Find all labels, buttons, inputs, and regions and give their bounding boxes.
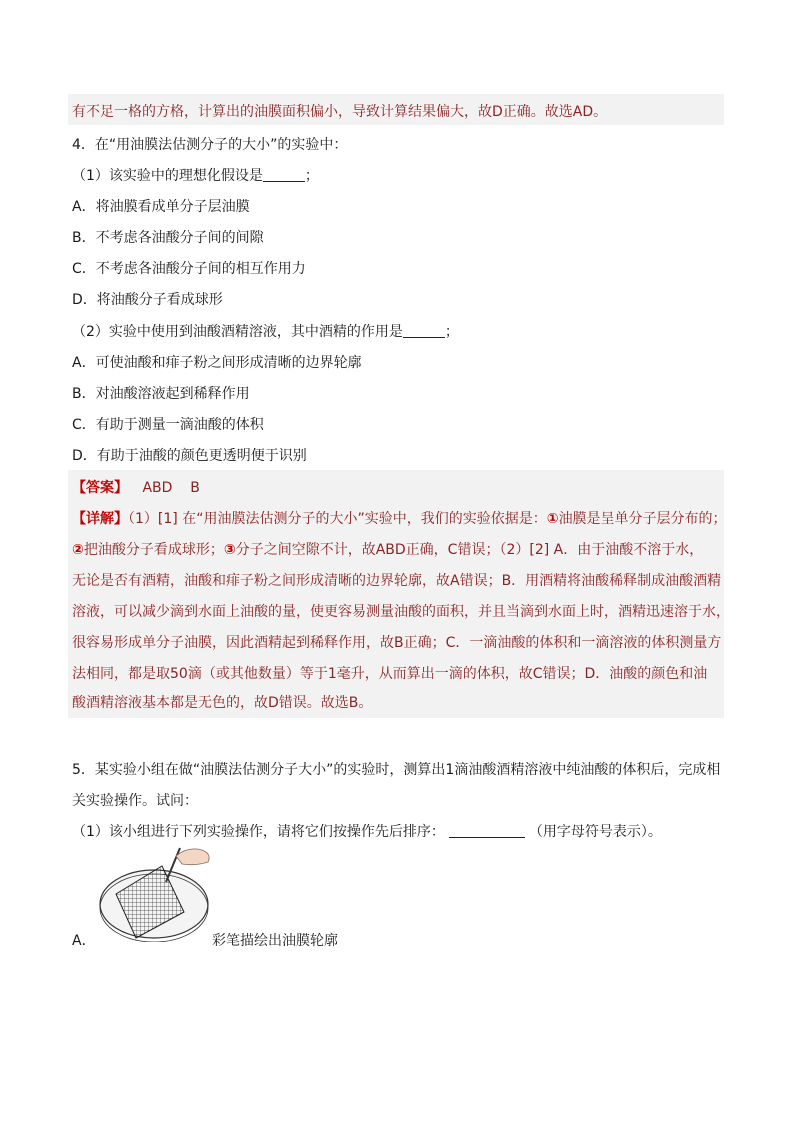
detail-label: 【详解】 (72, 511, 128, 527)
q4-stem: 4．在“用油膜法估测分子的大小”的实验中： (72, 137, 348, 153)
q5-line-1: 5．某实验小组在做“油膜法估测分子大小”的实验时，测算出1滴油酸酒精溶液中纯油酸的体积后，完成相 (72, 762, 721, 778)
detail-line-2: ②把油酸分子看成球形；③分子之间空隙不计，故ABD正确，C错误；（2）[2] A．由于油酸不溶于水， (72, 542, 704, 558)
q4-part2-end: ； (444, 324, 459, 340)
answer-row (72, 477, 200, 497)
q4-p1-option-d: D．将油酸分子看成球形 (72, 292, 223, 308)
q4-part1-text: （1）该实验中的理想化假设是 (72, 168, 263, 184)
answer-blank (263, 167, 305, 182)
q5-option-a-label: A． (72, 933, 96, 949)
figure-caption: 彩笔描绘出油膜轮廓 (212, 933, 338, 949)
detail-line-6: 法相同，都是取50滴（或其他数量）等于1毫升，从而算出一滴的体积，故C错误；D．油酸的颜色和油 (72, 666, 708, 682)
q4-p2-option-d: D．有助于油酸的颜色更透明便于识别 (72, 448, 307, 464)
detail-line-3: 无论是否有酒精，油酸和痱子粉之间形成清晰的边界轮廓，故A错误；B．用酒精将油酸稀释制成油酸酒精 (72, 573, 722, 589)
q5-line-2: 关实验操作。试问： (72, 793, 198, 809)
answer-continuation (68, 94, 724, 125)
detail-line-7: 酸酒精溶液基本都是无色的，故D错误。故选B。 (72, 695, 373, 711)
q4-p1-option-c: C．不考虑各油酸分子间的相互作用力 (72, 261, 306, 277)
q4-p1-option-a: A．将油膜看成单分子层油膜 (72, 199, 250, 215)
detail-line-5: 很容易形成单分子油膜，因此酒精起到稀释作用，故B正确；C．一滴油酸的体积和一滴溶液的体积测量方 (72, 635, 722, 651)
answer-continuation-text: 有不足一格的方格，计算出的油膜面积偏小，导致计算结果偏大，故D正确。故选AD。 (72, 104, 608, 120)
q4-p2-option-c: C．有助于测量一滴油酸的体积 (72, 417, 264, 433)
q4-part2-text: （2）实验中使用到油酸酒精溶液，其中酒精的作用是 (72, 324, 403, 340)
q4-part1 (72, 165, 319, 185)
answer-label: 【答案】 (72, 480, 128, 496)
detail-line-4: 溶液，可以减少滴到水面上油酸的量，使更容易测量油酸的面积，并且当滴到水面上时，酒精迅速溶于水， (72, 604, 730, 620)
q4-p1-option-b: B．不考虑各油酸分子间的间隙 (72, 230, 264, 246)
answer-value: ABD B (142, 480, 200, 496)
answer-blank (449, 823, 525, 838)
q4-part2 (72, 321, 459, 341)
q5-part1-text: （1）该小组进行下列实验操作，请将它们按操作先后排序： (72, 824, 445, 840)
q5-part1-end: （用字母符号表示）。 (528, 824, 662, 840)
hand-icon (176, 849, 209, 865)
q4-p2-option-b: B．对油酸溶液起到稀释作用 (72, 386, 250, 402)
tray-drawing-figure (96, 842, 216, 942)
detail-line-1: 【详解】（1）[1] 在“用油膜法估测分子的大小”实验中，我们的实验依据是：①油膜是呈单分子层分布的； (72, 511, 727, 527)
q4-p2-option-a: A．可使油酸和痱子粉之间形成清晰的边界轮廓 (72, 355, 362, 371)
answer-box (68, 470, 730, 718)
q4-part1-end: ； (304, 168, 319, 184)
q5-part1 (72, 821, 662, 841)
answer-blank (403, 323, 445, 338)
